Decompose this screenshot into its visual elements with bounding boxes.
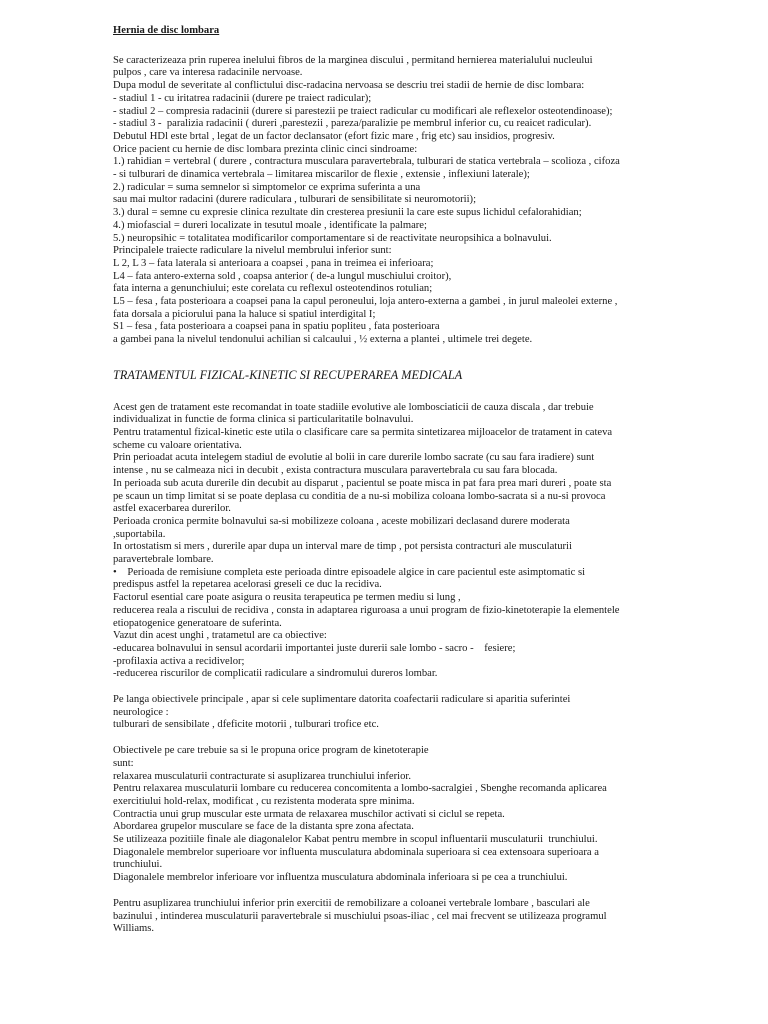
text-line: Prin perioadat acuta intelegem stadiul de evolutie al bolii in care durerile lombo sacrate (cu sau fara iradiere) sunt: [113, 452, 595, 464]
text-line: -educarea bolnavului in sensul acordarii importantei juste durerii sale lombo - sacro - fesiere;: [113, 642, 516, 654]
text-line: Dupa modul de severitate al conflictului disc-radacina nervoasa se descriu trei stadii de hernie de disc lombara:: [113, 80, 585, 92]
text-line: Vazut din acest unghi , tratametul are ca obiective:: [113, 630, 327, 642]
text-line: ,suportabila.: [113, 528, 166, 540]
paragraph-gap: [113, 885, 708, 898]
text-line: Williams.: [113, 923, 155, 935]
text-line: scheme cu valoare orientativa.: [113, 439, 242, 451]
text-line: 4.) miofascial = dureri localizate in tesutul moale , identificate la palmare;: [113, 219, 427, 231]
supplementary-paragraph: [113, 694, 708, 732]
text-line: 2.) radicular = suma semnelor si simptomelor ce exprima suferinta a una: [113, 181, 421, 193]
text-line: Contractia unui grup muscular este urmata de relaxarea muschilor activati si ciclul se repeta.: [113, 808, 505, 820]
kinetotherapy-paragraph: [113, 745, 708, 885]
text-line: fata dorsala a piciorului pana la haluce si spatiul interdigital I;: [113, 308, 376, 320]
text-line: Perioada cronica permite bolnavului sa-si mobilizeze coloana , aceste mobilizari declasand durere moderata: [113, 515, 570, 527]
text-line: In ortostatism si mers , durerile apar dupa un interval mare de timp , pot persista contracturi ale musculaturii: [113, 541, 572, 553]
text-line: Se caracterizeaza prin ruperea inelului fibros de la marginea discului , permitand hernierea materialului nucleului: [113, 54, 593, 66]
text-line: sunt:: [113, 757, 134, 769]
text-line: predispus astfel la repetarea acelorasi greseli ce duc la recidiva.: [113, 579, 382, 591]
text-line: sau mai multor radacini (durere radiculara , tulburari de sensibilitate si neuromotorii);: [113, 194, 477, 206]
text-line: -reducerea riscurilor de complicatii radiculare a sindromului dureros lombar.: [113, 668, 438, 680]
text-line: fata interna a genunchiului; este corelata cu reflexul osteotendinos rotulian;: [113, 283, 433, 295]
text-line: etiopatogenice generatoare de suferinta.: [113, 617, 282, 629]
text-line: L4 – fata antero-externa sold , coapsa anterior ( de-a lungul muschiului croitor),: [113, 270, 452, 282]
text-line: Pentru relaxarea musculaturii lombare cu reducerea concomitenta a lombo-sacralgiei , Sbenghe recomanda aplicarea: [113, 783, 607, 795]
bullet-icon: •: [113, 566, 117, 578]
document-title: Hernia de disc lombara: [113, 25, 220, 36]
text-line: Principalele traiecte radiculare la nivelul membrului inferior sunt:: [113, 245, 392, 257]
text-line: relaxarea musculaturii contracturate si asuplizarea trunchiului inferior.: [113, 770, 411, 782]
text-line: reducerea reala a riscului de recidiva , consta in adaptarea riguroasa a unui program de fizio-kinetoterapie la elementele: [113, 604, 620, 616]
text-line: Obiectivele pe care trebuie sa si le propuna orice program de kinetoterapie: [113, 745, 429, 757]
text-line: L5 – fesa , fata posterioara a coapsei pana la capul peroneului, loja antero-externa a gambei , in jurul maleolei externe ,: [113, 296, 618, 308]
text-line: - si tulburari de dinamica vertebrala – limitarea miscarilor de flexie , extensie , inflexiuni laterale);: [113, 169, 530, 181]
text-line: 1.) rahidian = vertebral ( durere , contractura musculara paravertebrala, tulburari de statica vertebrala – scolioza , cifoza: [113, 156, 620, 168]
text-line: 5.) neuropsihic = totalitatea modificarilor comportamentare si de reactivitate neuropsihica a bolnavului.: [113, 232, 552, 244]
text-line: S1 – fesa , fata posterioara a coapsei pana in spatiu popliteu , fata posterioara: [113, 321, 440, 333]
treatment-paragraph: [113, 402, 708, 567]
bullet-text: Perioada de remisiune completa este perioada dintre episoadele algice in care pacientul este asimptomatic si: [127, 566, 586, 578]
text-line: individualizat in functie de forma clinica si particularitatile bolnavului.: [113, 414, 414, 426]
text-line: - stadiul 3 - paralizia radacinii ( dureri ,parestezii , pareza/paralizie pe membrul inferior cu, cu reaicet radicular).: [113, 118, 592, 130]
text-line: bazinului , intinderea musculaturii paravertebrale si muschiului psoas-iliac , cel mai frecvent se utilizeaza programul: [113, 910, 607, 922]
text-line: trunchiului.: [113, 859, 163, 871]
text-line: Abordarea grupelor musculare se face de la distanta spre zona afectata.: [113, 821, 414, 833]
text-line: Orice pacient cu hernie de disc lombara prezinta clinic cinci sindroame:: [113, 143, 418, 155]
text-line: paravertebrale lombare.: [113, 554, 214, 566]
text-line: -profilaxia activa a recidivelor;: [113, 655, 245, 667]
text-line: Factorul esential care poate asigura o reusita terapeutica pe termen mediu si lung ,: [113, 592, 461, 604]
text-line: - stadiul 2 – compresia radacinii (durere si parestezii pe traiect radicular cu modificari ale reflexelor osteotendinoase);: [113, 105, 613, 117]
bullet-item: [113, 567, 708, 592]
text-line: 3.) dural = semne cu expresie clinica rezultate din cresterea presiunii la care este supus lichidul cefalorahidian;: [113, 207, 582, 219]
text-line: In perioada sub acuta durerile din decubit au disparut , pacientul se poate misca in pat fara prea mari dureri , poate sta: [113, 477, 612, 489]
text-line: pe scaun un timp limitat si se poate deplasa cu conditia de a nu-si mobiliza coloana lombo-sacrata si a nu-si provoca: [113, 490, 606, 502]
text-line: tulburari de sensibilate , dfeficite motorii , tulburari trofice etc.: [113, 719, 379, 731]
text-line: [113, 567, 708, 580]
text-line: neurologice :: [113, 706, 169, 718]
section-heading: TRATAMENTUL FIZICAL-KINETIC SI RECUPERAREA MEDICALA: [113, 367, 463, 382]
text-line: Pe langa obiectivele principale , apar si cele suplimentare datorita coafectarii radiculare si aparitia suferintei: [113, 694, 571, 706]
text-line: astfel exacerbarea durerilor.: [113, 503, 231, 515]
text-line: Se utilizeaza pozitiile finale ale diagonalelor Kabat pentru membre in scopul influentarii musculaturii trunchiului.: [113, 834, 598, 846]
intro-paragraph: [113, 55, 708, 347]
text-line: Pentru asuplizarea trunchiului inferior prin exercitii de remobilizare a coloanei vertebrale lombare , basculari ale: [113, 897, 590, 909]
text-line: a gambei pana la nivelul tendonului achilian si calcaului , ½ externa a plantei , ultimele trei degete.: [113, 334, 533, 346]
text-line: - stadiul 1 - cu iritatrea radacinii (durere pe traiect radicular);: [113, 92, 372, 104]
text-line: Acest gen de tratament este recomandat in toate stadiile evolutive ale lombosciaticii de cauza discala , dar trebuie: [113, 401, 594, 413]
objectives-paragraph: [113, 592, 708, 681]
paragraph-gap: [113, 681, 708, 694]
text-line: intense , nu se calmeaza nici in decubit , exista contractura musculara paravertebrala cu sau fara blocada.: [113, 465, 558, 477]
text-line: Diagonalele membrelor superioare vor influenta musculatura abdominala superioara si cea extensoara superioara a: [113, 846, 599, 858]
text-line: Pentru tratamentul fizical-kinetic este utila o clasificare care sa permita sintetizarea mijloacelor de tratament in cateva: [113, 426, 613, 438]
paragraph-gap: [113, 732, 708, 745]
text-line: Debutul HDl este brtal , legat de un factor declansator (efort fizic mare , frig etc) sau insidios, progresiv.: [113, 130, 555, 142]
text-line: exercitiului hold-relax, modificat , cu rezistenta moderata spre minima.: [113, 795, 415, 807]
williams-paragraph: [113, 898, 708, 936]
text-line: Diagonalele membrelor inferioare vor influentza musculatura abdominala inferioara si pe cea a trunchiului.: [113, 872, 568, 884]
text-line: L 2, L 3 – fata laterala si anterioara a coapsei , pana in treimea ei inferioara;: [113, 257, 434, 269]
text-line: pulpos , care va interesa radacinile nervoase.: [113, 67, 303, 79]
